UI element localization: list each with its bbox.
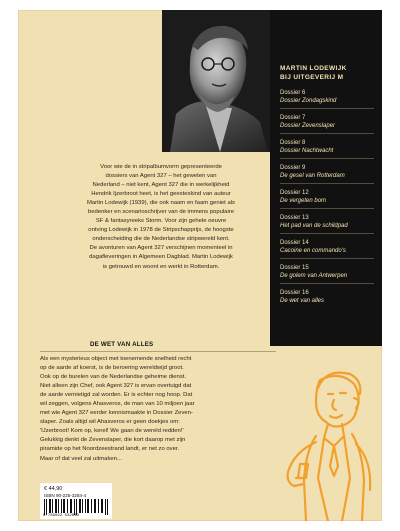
dossier-divider xyxy=(280,258,374,259)
dossier-divider xyxy=(280,183,374,184)
blurb-line: slaper. Zoals altijd wil Ahasveros er geen doekjes om: xyxy=(40,419,180,426)
blurb-line: wil zeggen, volgens Ahasveros, de man van 10 miljoen jaar xyxy=(40,401,195,408)
dossier-title: De wet van alles xyxy=(280,297,325,304)
bio-line: Voor wie de in stripalbumvorm gepresenteerde xyxy=(100,164,222,170)
bibliography-heading xyxy=(280,64,374,82)
dossier-item xyxy=(280,240,374,259)
barcode-label xyxy=(40,483,112,519)
author-photo xyxy=(162,10,270,152)
dossier-divider xyxy=(280,133,374,134)
dossier-title: Het pad van de schildpad xyxy=(280,222,348,229)
dossier-number: Dossier 6 xyxy=(280,90,306,96)
dossier-title: De gesel van Rotterdam xyxy=(280,172,345,179)
dossier-divider xyxy=(280,233,374,234)
bio-line: dossiers van Agent 327 – het geweten van xyxy=(105,173,217,180)
dossier-divider xyxy=(280,108,374,109)
dossier-number: Dossier 8 xyxy=(280,140,306,146)
price: € 44,90 xyxy=(44,486,63,492)
barcode-digits: 9 789022 532843 xyxy=(43,514,80,518)
bio-line: Martin Lodewijk (1939), die ook naam en faam geniet als xyxy=(86,200,235,207)
dossier-divider xyxy=(280,283,374,284)
dossier-number: Dossier 16 xyxy=(280,290,309,296)
dossier-item xyxy=(280,265,374,284)
dossier-divider xyxy=(280,208,374,209)
bio-line: onderscheiding die de Nederlandse stripwereld kent. xyxy=(92,236,230,243)
dossier-number: Dossier 13 xyxy=(280,215,309,221)
blurb-line: Niet alleen zijn Chef, ook Agent 327 is ervan overtuigd dat xyxy=(40,383,192,390)
dossier-item xyxy=(280,140,374,159)
bibliography-heading-line-2: BIJ UITGEVERIJ M xyxy=(280,74,344,81)
blurb-heading: DE WET VAN ALLES xyxy=(90,341,154,348)
barcode-icon xyxy=(43,499,109,515)
dossier-number: Dossier 15 xyxy=(280,265,309,271)
bibliography-list xyxy=(280,64,374,311)
bio-line: dagafleveringen in Algemeen Dagblad. Martin Lodewijk xyxy=(89,254,233,261)
dossier-item xyxy=(280,90,374,109)
bio-line: ontving Lodewijk in 1978 de Stripschapprijs, de hoogste xyxy=(88,227,234,234)
author-portrait-image xyxy=(162,10,270,152)
bibliography-heading-line-1: MARTIN LODEWIJK xyxy=(280,65,347,72)
blurb-line: 'IJzerbroot! Kom op, kerel! We gaan de wereld redden!' xyxy=(40,428,184,435)
bio-line: De avonturen van Agent 327 verschijnen momenteel in xyxy=(89,245,233,252)
blurb-text xyxy=(40,355,276,464)
blurb-line: Gelukkig denkt de Zevenslaper, die kort daarop met zijn xyxy=(40,437,186,444)
agent-character-illustration xyxy=(270,360,382,521)
dossier-title: Dossier Zondagskind xyxy=(280,97,337,104)
dossier-title: De golem van Antwerpen xyxy=(280,272,348,279)
blurb-line: Als een mysterieus object met toenemende snelheid recht xyxy=(40,356,192,362)
bio-line: Hendrik Ijzerbroot heet, is het geesteskind van auteur xyxy=(91,191,231,198)
bibliography-panel xyxy=(270,10,382,346)
dossier-number: Dossier 7 xyxy=(280,115,306,121)
dossier-number: Dossier 9 xyxy=(280,165,306,171)
bio-line: bedenker en scenarioschrijver van de immens populaire xyxy=(87,209,235,216)
dossier-title: Cacoine en commando's xyxy=(280,247,346,254)
blurb-line: Ook op de burelen van de Nederlandse geheime dienst. xyxy=(40,374,187,381)
dossier-title: De vergeten bom xyxy=(280,197,327,204)
bio-line: is getrouwd en woont en werkt in Rotterdam. xyxy=(102,263,220,270)
blurb-line: met wie Agent 327 eerder kennismaakte in Dossier Zeven- xyxy=(40,410,193,417)
author-bio xyxy=(58,163,264,272)
dossier-number: Dossier 14 xyxy=(280,240,309,246)
dossier-title: Dossier Nachtwacht xyxy=(280,147,334,154)
bio-line: Nederland – niet kent, Agent 327 die in werkelijkheid xyxy=(92,182,230,189)
bio-line: SF & fantasyreeks Storm. Voor zijn gehele oeuvre xyxy=(95,218,227,225)
dossier-divider xyxy=(280,158,374,159)
blurb-line: op de aarde af koerst, is de beroering wereldwijd groot. xyxy=(40,365,184,372)
dossier-title: Dossier Zevenslaper xyxy=(280,122,336,129)
dossier-item xyxy=(280,290,374,305)
blurb-heading-rule xyxy=(40,351,276,352)
blurb-line: de aarde vernietigd zal worden. Er is echter nog hoop. Dat xyxy=(40,392,193,399)
blurb-line: piramide op het Noordzeestrand landt, er net zo over. xyxy=(40,446,180,453)
isbn: ISBN 90-225-3284-4 xyxy=(44,493,87,498)
dossier-item xyxy=(280,165,374,184)
dossier-item xyxy=(280,115,374,134)
dossier-item xyxy=(280,190,374,209)
dossier-item xyxy=(280,215,374,234)
dossier-number: Dossier 12 xyxy=(280,190,309,196)
blurb-line: Maar of dat veel zal uitmaken... xyxy=(40,455,122,462)
